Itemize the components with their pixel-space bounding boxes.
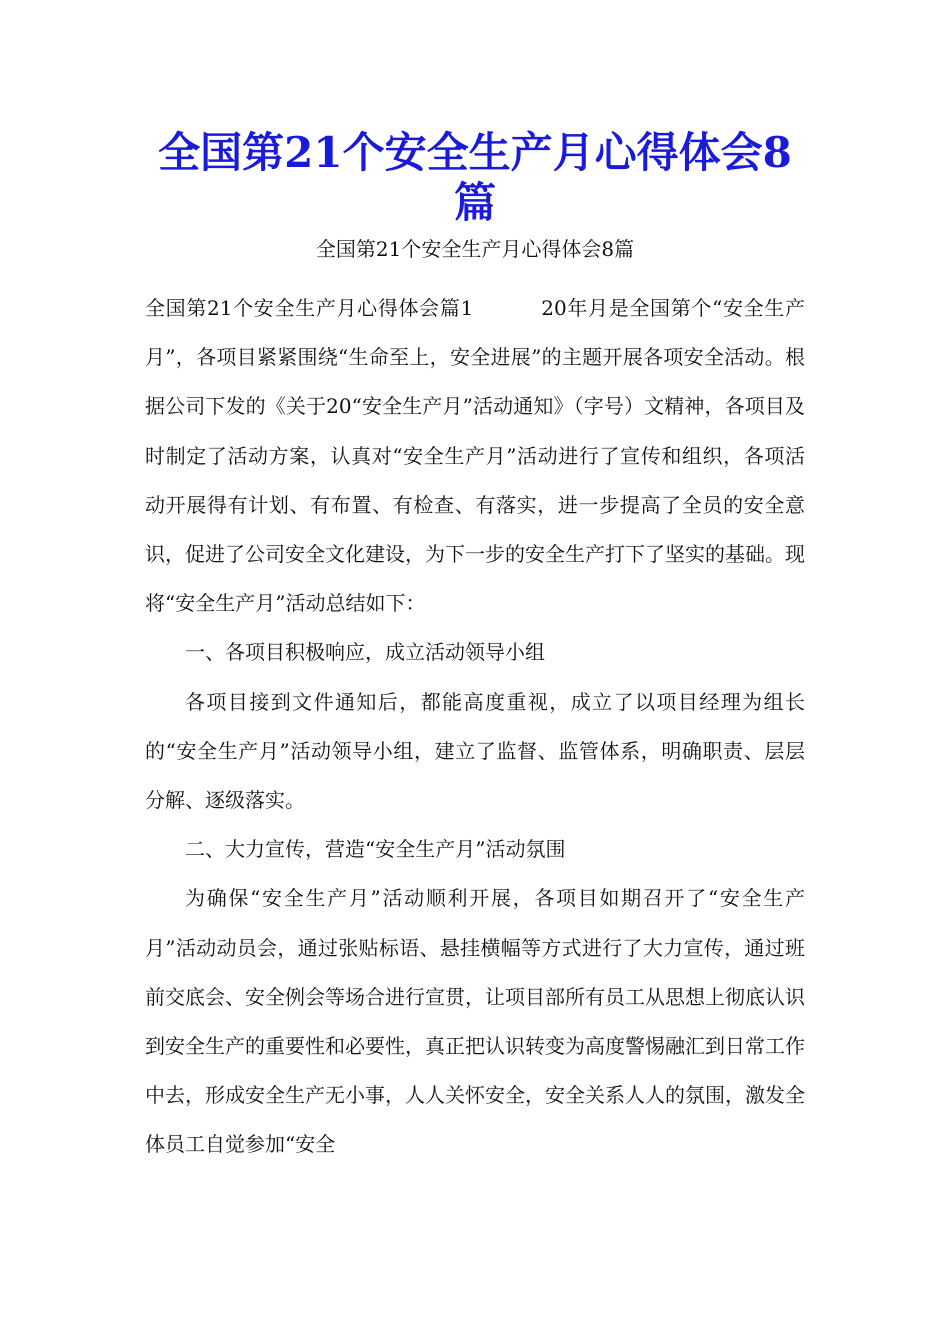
paragraph-3: 为确保“安全生产月”活动顺利开展，各项目如期召开了“安全生产月”活动动员会，通过张贴标语、悬挂横幅等方式进行了大力宣传，通过班前交底会、安全例会等场合进行宣贯，让项目部所有员工从思想上彻底认识到安全生产的重要性和必要性，真正把认识转变为高度警惕融汇到日常工作中去，形成安全生产无小事，人人关怀安全，安全关系人人的氛围，激发全体员工自觉参加“安全 — [145, 886, 805, 1157]
paragraph-1-text: 20年月是全国第个“安全生产月”，各项目紧紧围绕“生命至上，安全进展”的主题开展各项安全活动。根据公司下发的《关于20“安全生产月”活动通知》（字号）文精神，各项目及时制定了活动方案，认真对“安全生产月”活动进行了宣传和组织，各项活动开展得有计划、有布置、有检查、有落实，进一步提高了全员的安全意识，促进了公司安全文化建设，为下一步的安全生产打下了坚实的基础。现将“安全生产月”活动总结如下： — [145, 296, 805, 616]
paragraph-2: 各项目接到文件通知后，都能高度重视，成立了以项目经理为组长的“安全生产月”活动领导小组，建立了监督、监管体系，明确职责、层层分解、逐级落实。 — [145, 689, 805, 813]
section-heading-1: 一、各项目积极响应，成立活动领导小组 — [185, 640, 545, 665]
paragraph-1 — [145, 284, 805, 628]
document-body — [145, 284, 805, 1170]
paragraph-1-lead: 全国第21个安全生产月心得体会篇1 — [145, 296, 474, 320]
document-subtitle: 全国第21个安全生产月心得体会8篇 — [315, 237, 635, 261]
document-title: 全国第21个安全生产月心得体会8篇 — [158, 128, 792, 227]
section-heading-2: 二、大力宣传，营造“安全生产月”活动氛围 — [185, 837, 566, 862]
